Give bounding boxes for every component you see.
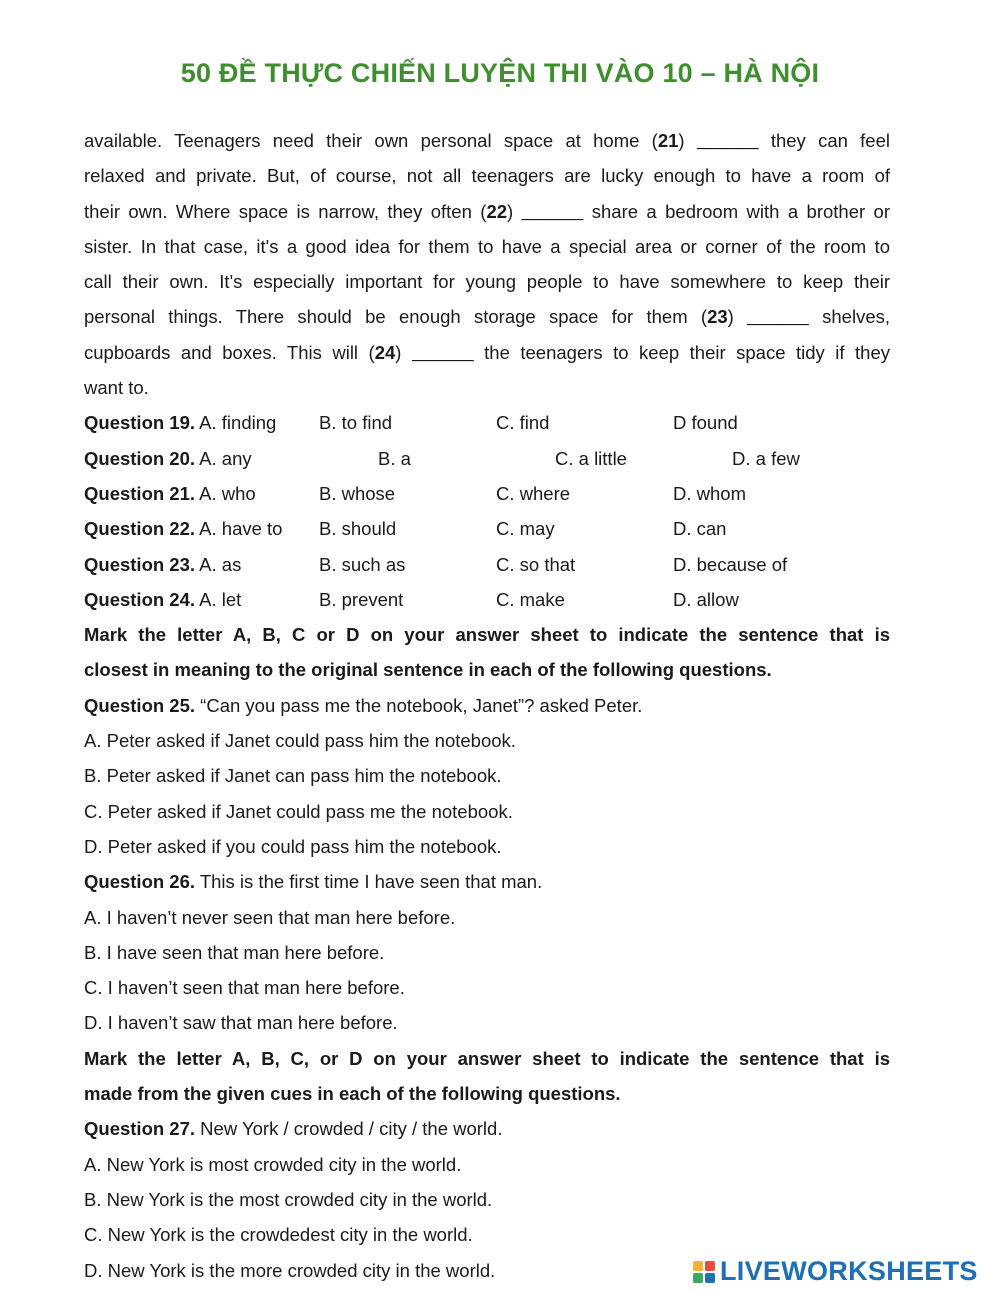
passage-text: ): [727, 306, 748, 328]
passage-line-4: sister. In that case, it's a good idea for them to have a special area or corner of the room to: [84, 235, 890, 257]
q26-option-c[interactable]: C. I haven’t seen that man here before.: [84, 977, 405, 999]
option-d[interactable]: D. because of: [673, 553, 788, 575]
question-label: Question 23.: [84, 553, 196, 575]
q26-option-b[interactable]: B. I have seen that man here before.: [84, 941, 385, 963]
worksheet-content: [84, 123, 890, 1288]
option-c[interactable]: C. make: [496, 588, 565, 610]
option-a[interactable]: A. as: [199, 553, 242, 575]
option-b[interactable]: B. a: [378, 447, 411, 469]
question-label: Question 20.: [84, 447, 196, 469]
passage-text: ): [395, 341, 412, 363]
blank-23[interactable]: ______: [747, 306, 809, 328]
question-20: [84, 441, 890, 476]
question-text: New York / crowded / city / the world.: [195, 1118, 503, 1140]
option-c[interactable]: C. so that: [496, 553, 576, 575]
passage-line-2: relaxed and private. But, of course, not all teenagers are lucky enough to have a room of: [84, 165, 890, 187]
question-label: Question 24.: [84, 588, 196, 610]
passage-text: ): [507, 200, 522, 222]
option-c[interactable]: C. may: [496, 518, 555, 540]
question-label: Question 27.: [84, 1118, 196, 1140]
passage-text: ): [678, 130, 697, 151]
question-24: [84, 582, 890, 617]
passage-text: cupboards and boxes. This will (: [84, 341, 375, 363]
q27-option-c[interactable]: C. New York is the crowdedest city in the world.: [84, 1224, 473, 1246]
liveworksheets-wordmark: LIVEWORKSHEETS: [720, 1256, 978, 1286]
section-instruction-1b: closest in meaning to the original sentence in each of the following questions.: [84, 659, 772, 681]
q25-option-c[interactable]: C. Peter asked if Janet could pass me the notebook.: [84, 800, 513, 822]
option-a[interactable]: A. any: [199, 447, 252, 469]
passage-text: available. Teenagers need their own personal space at home (: [84, 130, 658, 151]
passage-text: they can feel: [758, 130, 890, 151]
option-b[interactable]: B. to find: [319, 412, 393, 434]
passage-line-3: [84, 194, 890, 229]
passage-text: personal things. There should be enough storage space for them (: [84, 306, 708, 328]
q27-option-b[interactable]: B. New York is the most crowded city in the world.: [84, 1188, 493, 1210]
section-instruction-2b: made from the given cues in each of the following questions.: [84, 1083, 621, 1105]
question-label: Question 21.: [84, 482, 196, 504]
blank-number-22: 22: [486, 200, 508, 222]
passage-text: the teenagers to keep their space tidy if they: [473, 341, 890, 363]
option-a[interactable]: A. who: [199, 482, 256, 504]
option-b[interactable]: B. such as: [319, 553, 406, 575]
option-b[interactable]: B. prevent: [319, 588, 404, 610]
q27-option-a[interactable]: A. New York is most crowded city in the world.: [84, 1153, 462, 1175]
question-label: Question 22.: [84, 518, 196, 540]
blank-22[interactable]: ______: [521, 200, 584, 222]
option-d[interactable]: D. allow: [673, 588, 739, 610]
question-21: [84, 476, 890, 511]
section-instruction-1: Mark the letter A, B, C or D on your answer sheet to indicate the sentence that is: [84, 624, 890, 646]
option-c[interactable]: C. where: [496, 482, 571, 504]
passage-line-6: [84, 299, 890, 334]
question-26: [84, 864, 890, 899]
page-title: 50 ĐỀ THỰC CHIẾN LUYỆN THI VÀO 10 – HÀ NỘI: [180, 58, 820, 88]
option-b[interactable]: B. whose: [319, 482, 396, 504]
question-label: Question 25.: [84, 694, 196, 716]
q25-option-a[interactable]: A. Peter asked if Janet could pass him the notebook.: [84, 730, 516, 752]
blank-number-23: 23: [707, 306, 728, 328]
passage-text: shelves,: [808, 306, 890, 328]
blank-24[interactable]: ______: [411, 341, 474, 363]
q27-option-d[interactable]: D. New York is the more crowded city in the world.: [84, 1259, 496, 1281]
option-c[interactable]: C. find: [496, 412, 550, 434]
question-23: [84, 547, 890, 582]
section-instruction-2: Mark the letter A, B, C, or D on your answer sheet to indicate the sentence that is: [84, 1047, 890, 1069]
question-text: “Can you pass me the notebook, Janet”? asked Peter.: [195, 694, 643, 716]
q25-option-d[interactable]: D. Peter asked if you could pass him the notebook.: [84, 835, 502, 857]
passage-line-5: call their own. It's especially important for young people to have somewhere to keep their: [84, 271, 890, 293]
passage-text: their own. Where space is narrow, they often (: [84, 200, 487, 222]
option-a[interactable]: A. have to: [199, 518, 283, 540]
liveworksheets-logo-icon: [692, 1260, 716, 1284]
blank-number-24: 24: [374, 341, 396, 363]
blank-number-21: 21: [657, 130, 679, 151]
passage-text: share a bedroom with a brother or: [583, 200, 890, 222]
option-c[interactable]: C. a little: [555, 447, 627, 469]
passage-line-8: want to.: [84, 377, 149, 399]
passage-line-7: [84, 335, 890, 370]
option-d[interactable]: D found: [673, 412, 738, 434]
q25-option-b[interactable]: B. Peter asked if Janet can pass him the notebook.: [84, 765, 502, 787]
option-a[interactable]: A. finding: [199, 412, 277, 434]
passage-line-1: [84, 123, 890, 158]
question-label: Question 19.: [84, 412, 196, 434]
option-b[interactable]: B. should: [319, 518, 397, 540]
question-27: [84, 1111, 890, 1146]
option-d[interactable]: D. can: [673, 518, 727, 540]
option-d[interactable]: D. whom: [673, 482, 746, 504]
question-25: [84, 688, 890, 723]
option-a[interactable]: A. let: [199, 588, 242, 610]
question-label: Question 26.: [84, 871, 196, 893]
q26-option-a[interactable]: A. I haven’t never seen that man here before.: [84, 906, 456, 928]
option-d[interactable]: D. a few: [732, 447, 800, 469]
question-22: [84, 511, 890, 546]
question-text: This is the first time I have seen that man.: [195, 871, 543, 893]
q26-option-d[interactable]: D. I haven’t saw that man here before.: [84, 1012, 398, 1034]
liveworksheets-logo: [692, 1256, 978, 1287]
blank-21[interactable]: ______: [696, 130, 759, 151]
question-19: [84, 405, 890, 440]
